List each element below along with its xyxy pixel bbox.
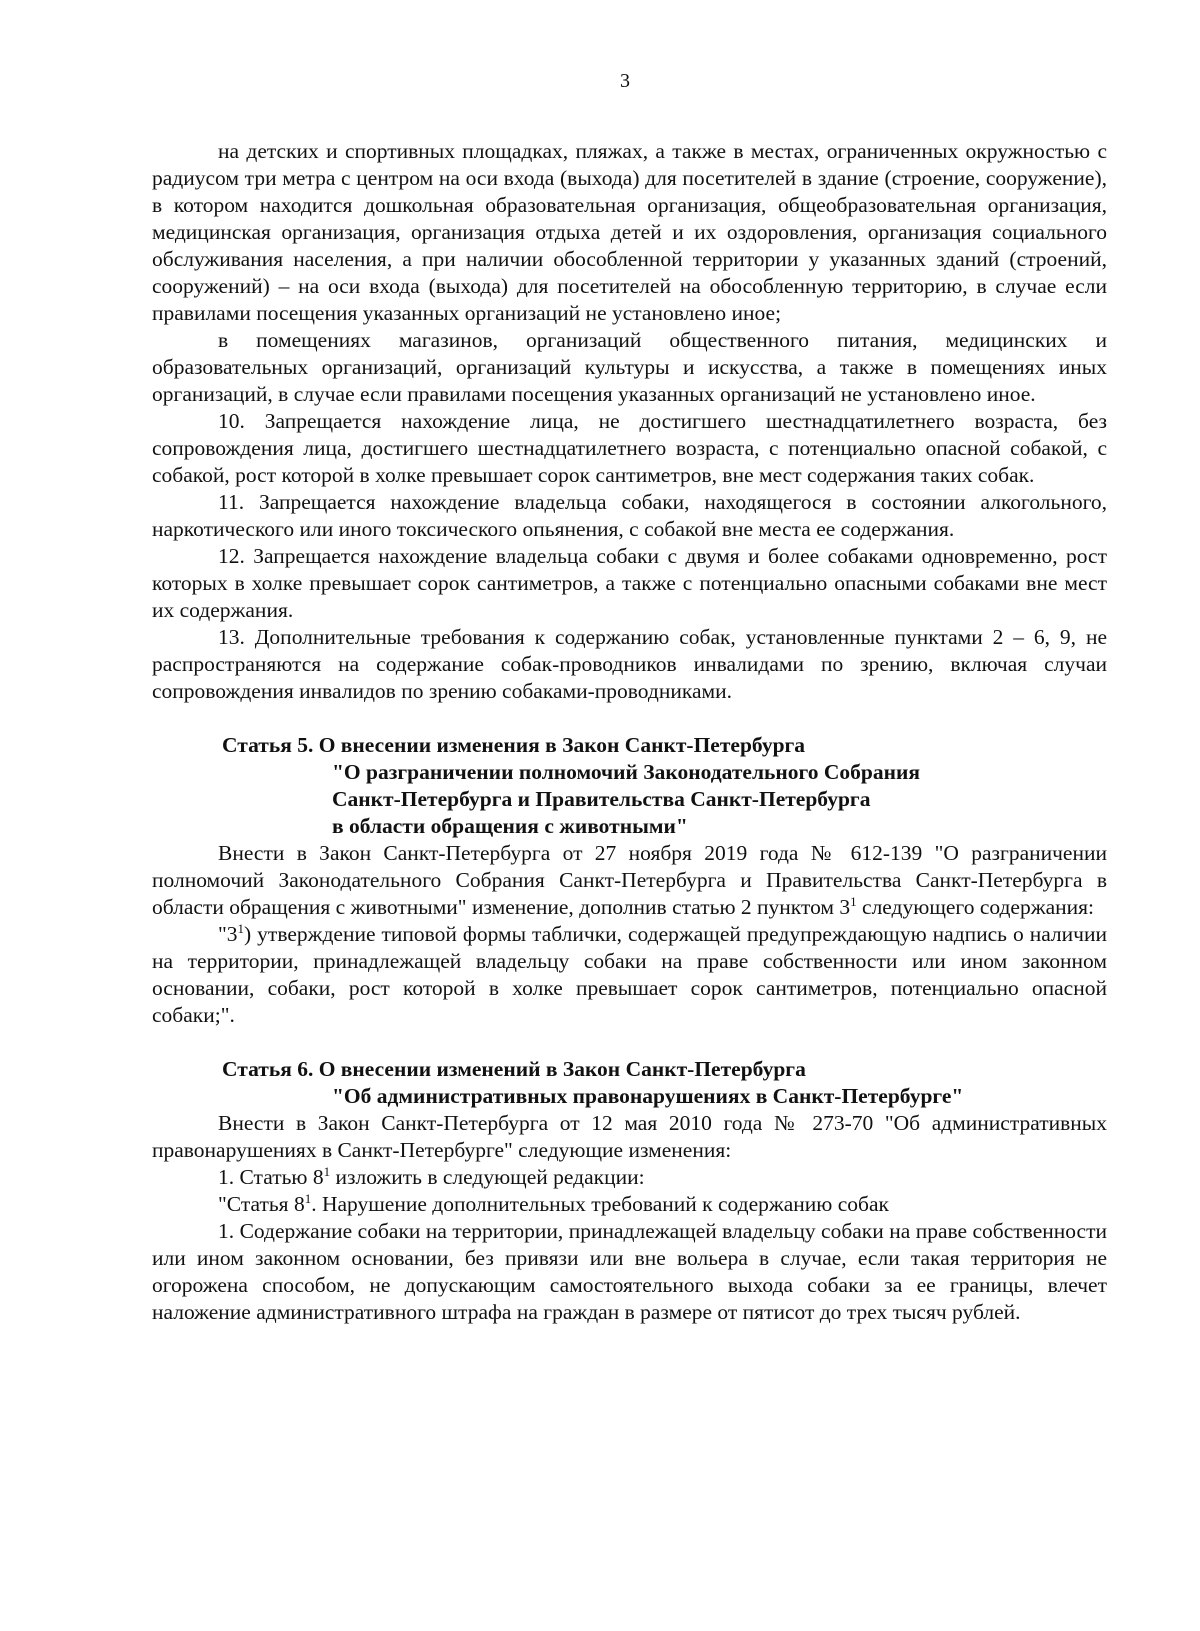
paragraph-item-10: 10. Запрещается нахождение лица, не достигшего шестнадцатилетнего возраста, без сопровождения лица, достигшего шестнадцатилетнего возраста, с потенциально опасной собакой, с собакой, рост которой в холке превышает сорок сантиметров, вне мест содержания таких собак. [152,409,1107,487]
page-number: 3 [620,70,630,92]
article-6-paragraph-2: 1. Статью $8^1$ изложить в следующей редакции: [218,1163,645,1189]
article-5-paragraph-2: "$3^1$) утверждение типовой формы таблички, содержащей предупреждающую надпись о наличии на территории, принадлежащей владельцу собаки на праве собственности или ином законном основании, собаки, рост которой в холке превышает сорок сантиметров, потенциально опасной собаки;". [152,920,1107,1027]
article-5-subtitle-line1: "О разграничении полномочий Законодательного Собрания [332,760,921,784]
paragraph-item-12: 12. Запрещается нахождение владельца собаки с двумя и более собаками одновременно, рост которых в холке превышает сорок сантиметров, а также с потенциально опасными собаками вне мест их содержания. [152,544,1107,622]
article-5-subtitle-line3: в области обращения с животными" [332,814,688,838]
article-5-subtitle-line2: Санкт-Петербурга и Правительства Санкт-Петербурга [332,787,871,811]
paragraph-item-13: 13. Дополнительные требования к содержанию собак, установленные пунктами 2 – 6, 9, не распространяются на содержание собак-проводников инвалидами по зрению, включая случаи сопровождения инвалидов по зрению собаками-проводниками. [152,625,1107,703]
article-5-heading [152,732,1107,840]
paragraph-playgrounds: на детских и спортивных площадках, пляжах, а также в местах, ограниченных окружностью с радиусом три метра с центром на оси входа (выхода) для посетителей в здание (строение, сооружение), в котором находится дошкольная образовательная организация, общеобразовательная организация, медицинская организация, организация отдыха детей и их оздоровления, организация социального обслуживания населения, а при наличии обособленной территории у указанных зданий (строений, сооружений) – на оси входа (выхода) для посетителей на обособленную территорию, в случае если правилами посещения указанных организаций не установлено иное; [152,139,1107,325]
article-5-paragraph-1: Внести в Закон Санкт-Петербурга от 27 ноября 2019 года № 612-139 "О разграничении полномочий Законодательного Собрания Санкт-Петербурга и Правительства Санкт-Петербурга в области обращения с животными" изменение, дополнив статью 2 пунктом $3^1$ следующего содержания: [152,841,1107,919]
paragraph-item-11: 11. Запрещается нахождение владельца собаки, находящегося в состоянии алкогольного, наркотического или иного токсического опьянения, с собакой вне места ее содержания. [152,490,1107,541]
document-body [152,138,1107,1326]
article-6-paragraph-3: "Статья $8^1$. Нарушение дополнительных требований к содержанию собак [218,1190,889,1216]
paragraph-premises: в помещениях магазинов, организаций общественного питания, медицинских и образовательных организаций, организаций культуры и искусства, а также в помещениях иных организаций, в случае если правилами посещения указанных организаций не установлено иное. [152,328,1107,406]
article-5-title: Статья 5. О внесении изменения в Закон Санкт-Петербурга [222,733,806,757]
article-6-paragraph-4: 1. Содержание собаки на территории, принадлежащей владельцу собаки на праве собственности или ином законном основании, без привязи или вне вольера в случае, если такая территория не огорожена способом, не допускающим самостоятельного выхода собаки за ее границы, влечет наложение административного штрафа на граждан в размере от пятисот до трех тысяч рублей. [152,1219,1107,1324]
article-6-heading [152,1056,1107,1110]
article-6-title: Статья 6. О внесении изменений в Закон Санкт-Петербурга [222,1057,806,1081]
article-6-subtitle: "Об административных правонарушениях в Санкт-Петербурге" [332,1084,964,1108]
article-6-paragraph-1: Внести в Закон Санкт-Петербурга от 12 мая 2010 года № 273-70 "Об административных правонарушениях в Санкт-Петербурге" следующие изменения: [152,1111,1107,1162]
